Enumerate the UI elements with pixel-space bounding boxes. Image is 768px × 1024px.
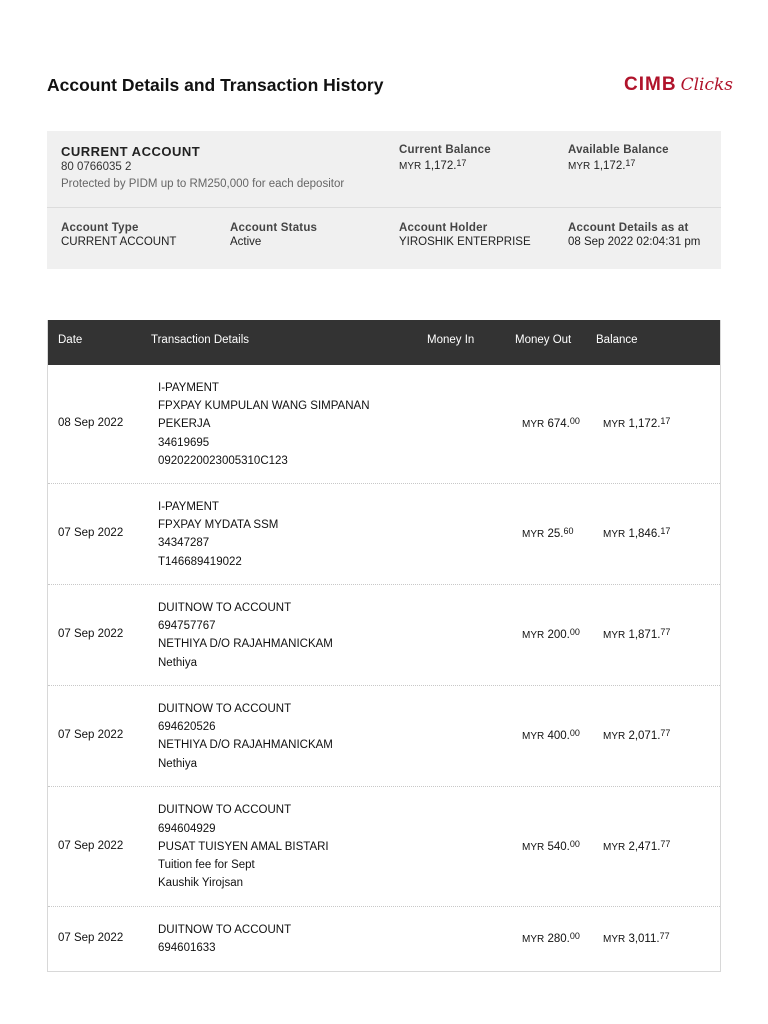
transaction-detail-line: 694604929 bbox=[158, 822, 216, 835]
account-type-value: CURRENT ACCOUNT bbox=[61, 236, 177, 248]
money-out-amount: MYR 25.60 bbox=[522, 526, 574, 540]
table-header bbox=[48, 320, 720, 365]
account-summary-bottom bbox=[47, 208, 721, 269]
transaction-details bbox=[158, 498, 278, 571]
transaction-date: 07 Sep 2022 bbox=[58, 628, 124, 640]
account-holder-value: YIROSHIK ENTERPRISE bbox=[399, 236, 531, 248]
table-row bbox=[48, 484, 720, 585]
transaction-detail-line: Nethiya bbox=[158, 757, 197, 770]
account-summary-top bbox=[47, 131, 721, 208]
transaction-detail-line: 34347287 bbox=[158, 537, 210, 550]
column-header-balance: Balance bbox=[596, 334, 638, 346]
transaction-detail-line: DUITNOW TO ACCOUNT bbox=[158, 923, 292, 936]
current-balance-value: MYR 1,172.17 bbox=[399, 158, 467, 172]
transaction-detail-line: I-PAYMENT bbox=[158, 381, 219, 394]
balance-amount: MYR 1,846.17 bbox=[603, 526, 671, 540]
transaction-detail-line: DUITNOW TO ACCOUNT bbox=[158, 804, 292, 817]
money-out-amount: MYR 674.00 bbox=[522, 416, 580, 430]
balance-amount: MYR 2,471.77 bbox=[603, 838, 671, 853]
table-row bbox=[48, 365, 720, 484]
column-header-details: Transaction Details bbox=[151, 334, 250, 346]
details-as-at-label: Account Details as at bbox=[568, 222, 689, 234]
money-out-amount: MYR 200.00 bbox=[522, 627, 580, 641]
account-holder-label: Account Holder bbox=[399, 222, 488, 234]
column-header-money-in: Money In bbox=[427, 334, 475, 346]
balance-amount: MYR 3,011.77 bbox=[603, 930, 670, 945]
cimb-clicks-logo bbox=[624, 74, 733, 96]
transaction-details bbox=[158, 700, 333, 773]
pidm-note: Protected by PIDM up to RM250,000 for each depositor bbox=[61, 178, 345, 190]
account-status-value: Active bbox=[230, 236, 262, 248]
transaction-detail-line: PEKERJA bbox=[158, 418, 211, 431]
transaction-date: 08 Sep 2022 bbox=[58, 417, 124, 429]
details-as-at-value: 08 Sep 2022 02:04:31 pm bbox=[568, 236, 701, 248]
transaction-detail-line: 694601633 bbox=[158, 941, 216, 954]
account-status-label: Account Status bbox=[230, 222, 318, 234]
transaction-detail-line: FPXPAY KUMPULAN WANG SIMPANAN bbox=[158, 400, 370, 413]
transaction-detail-line: NETHIYA D/O RAJAHMANICKAM bbox=[158, 638, 333, 651]
column-header-money-out: Money Out bbox=[515, 334, 572, 346]
transaction-details bbox=[158, 801, 329, 892]
transaction-detail-line: Kaushik Yirojsan bbox=[158, 877, 244, 890]
transaction-date: 07 Sep 2022 bbox=[58, 931, 124, 944]
transaction-table bbox=[47, 320, 721, 972]
column-header-date: Date bbox=[58, 334, 83, 346]
transaction-detail-line: 34619695 bbox=[158, 436, 210, 449]
transaction-detail-line: Nethiya bbox=[158, 656, 197, 669]
page-title: Account Details and Transaction History bbox=[47, 75, 384, 95]
transaction-details bbox=[158, 599, 333, 672]
transaction-detail-line: T146689419022 bbox=[158, 555, 242, 568]
table-row bbox=[48, 686, 720, 787]
brand-script: Clicks bbox=[680, 75, 733, 95]
transaction-detail-line: DUITNOW TO ACCOUNT bbox=[158, 702, 292, 715]
transaction-details bbox=[158, 921, 291, 958]
table-body bbox=[48, 365, 720, 971]
balance-amount: MYR 1,871.77 bbox=[603, 627, 671, 641]
transaction-details bbox=[158, 379, 370, 470]
available-balance-label: Available Balance bbox=[568, 144, 669, 156]
account-number: 80 0766035 2 bbox=[61, 161, 132, 173]
money-out-amount: MYR 400.00 bbox=[522, 728, 580, 742]
money-out-amount: MYR 540.00 bbox=[522, 838, 580, 853]
table-row bbox=[48, 787, 720, 907]
table-row bbox=[48, 585, 720, 686]
money-out-amount: MYR 280.00 bbox=[522, 930, 580, 945]
transaction-detail-line: Tuition fee for Sept bbox=[158, 859, 255, 872]
transaction-date: 07 Sep 2022 bbox=[58, 527, 124, 539]
transaction-detail-line: I-PAYMENT bbox=[158, 500, 219, 513]
transaction-detail-line: 0920220023005310C123 bbox=[158, 454, 288, 467]
transaction-detail-line: NETHIYA D/O RAJAHMANICKAM bbox=[158, 739, 333, 752]
balance-amount: MYR 2,071.77 bbox=[603, 728, 671, 742]
balance-amount: MYR 1,172.17 bbox=[603, 416, 671, 430]
transaction-detail-line: 694757767 bbox=[158, 620, 216, 633]
brand-main: CIMB bbox=[624, 74, 677, 95]
account-summary-card bbox=[47, 131, 721, 269]
account-name: CURRENT ACCOUNT bbox=[61, 144, 201, 159]
available-balance-value: MYR 1,172.17 bbox=[568, 158, 636, 172]
transaction-detail-line: FPXPAY MYDATA SSM bbox=[158, 519, 279, 532]
account-type-label: Account Type bbox=[61, 222, 139, 234]
transaction-detail-line: 694620526 bbox=[158, 721, 216, 734]
transaction-detail-line: PUSAT TUISYEN AMAL BISTARI bbox=[158, 840, 329, 853]
current-balance-label: Current Balance bbox=[399, 144, 491, 156]
table-row bbox=[48, 907, 720, 971]
transaction-date: 07 Sep 2022 bbox=[58, 729, 124, 741]
transaction-detail-line: DUITNOW TO ACCOUNT bbox=[158, 601, 292, 614]
transaction-date: 07 Sep 2022 bbox=[58, 839, 124, 852]
